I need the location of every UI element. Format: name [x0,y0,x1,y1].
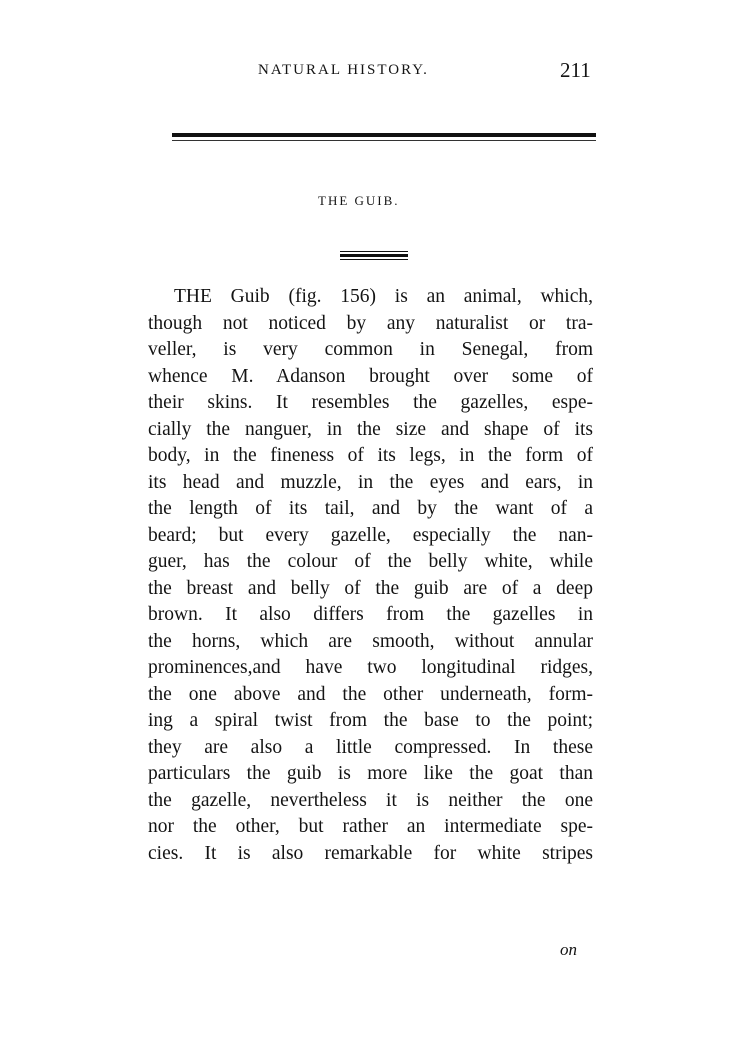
text-line: their skins. It resembles the gazelles, espe- [148,392,593,413]
ornament-rule-bottom [340,259,408,260]
ornament-rule-middle [340,254,408,257]
text-line: cies. It is also remarkable for white stripes [148,842,593,864]
page-number: 211 [560,58,591,82]
header-rule-thin [172,140,596,141]
text-line: its head and muzzle, in the eyes and ears, in [148,471,593,493]
header-rule-thick [172,133,596,137]
text-line: the breast and belly of the guib are of a deep [148,577,593,599]
text-line: they are also a little compressed. In these [148,736,593,758]
text-line: though not noticed by any naturalist or tra- [148,312,593,334]
text-line: cially the nanguer, in the size and shape of its [148,418,593,440]
text-line: the one above and the other underneath, form- [148,683,593,705]
text-line: particulars the guib is more like the goat than [148,763,593,784]
running-head: NATURAL HISTORY. [258,62,429,78]
text-line: prominences,and have two longitudinal ridges, [148,657,593,678]
text-line: brown. It also differs from the gazelles in [148,604,593,625]
ornament-rule-top [340,251,408,252]
body-text [148,284,593,867]
text-line: beard; but every gazelle, especially the nan- [148,524,593,546]
catchword: on [560,940,577,959]
text-line: body, in the fineness of its legs, in the form of [148,445,593,466]
text-line: whence M. Adanson brought over some of [148,365,593,387]
text-line: THE Guib (fig. 156) is an animal, which, [174,286,593,307]
text-line: nor the other, but rather an intermediate spe- [148,816,593,837]
text-line: ing a spiral twist from the base to the point; [148,710,593,731]
text-line: veller, is very common in Senegal, from [148,339,593,360]
section-title: THE GUIB. [318,193,400,208]
text-line: the gazelle, nevertheless it is neither the one [148,789,593,811]
text-line: the horns, which are smooth, without annular [148,630,593,652]
text-line: the length of its tail, and by the want of a [148,498,593,519]
text-line: guer, has the colour of the belly white, while [148,551,593,572]
